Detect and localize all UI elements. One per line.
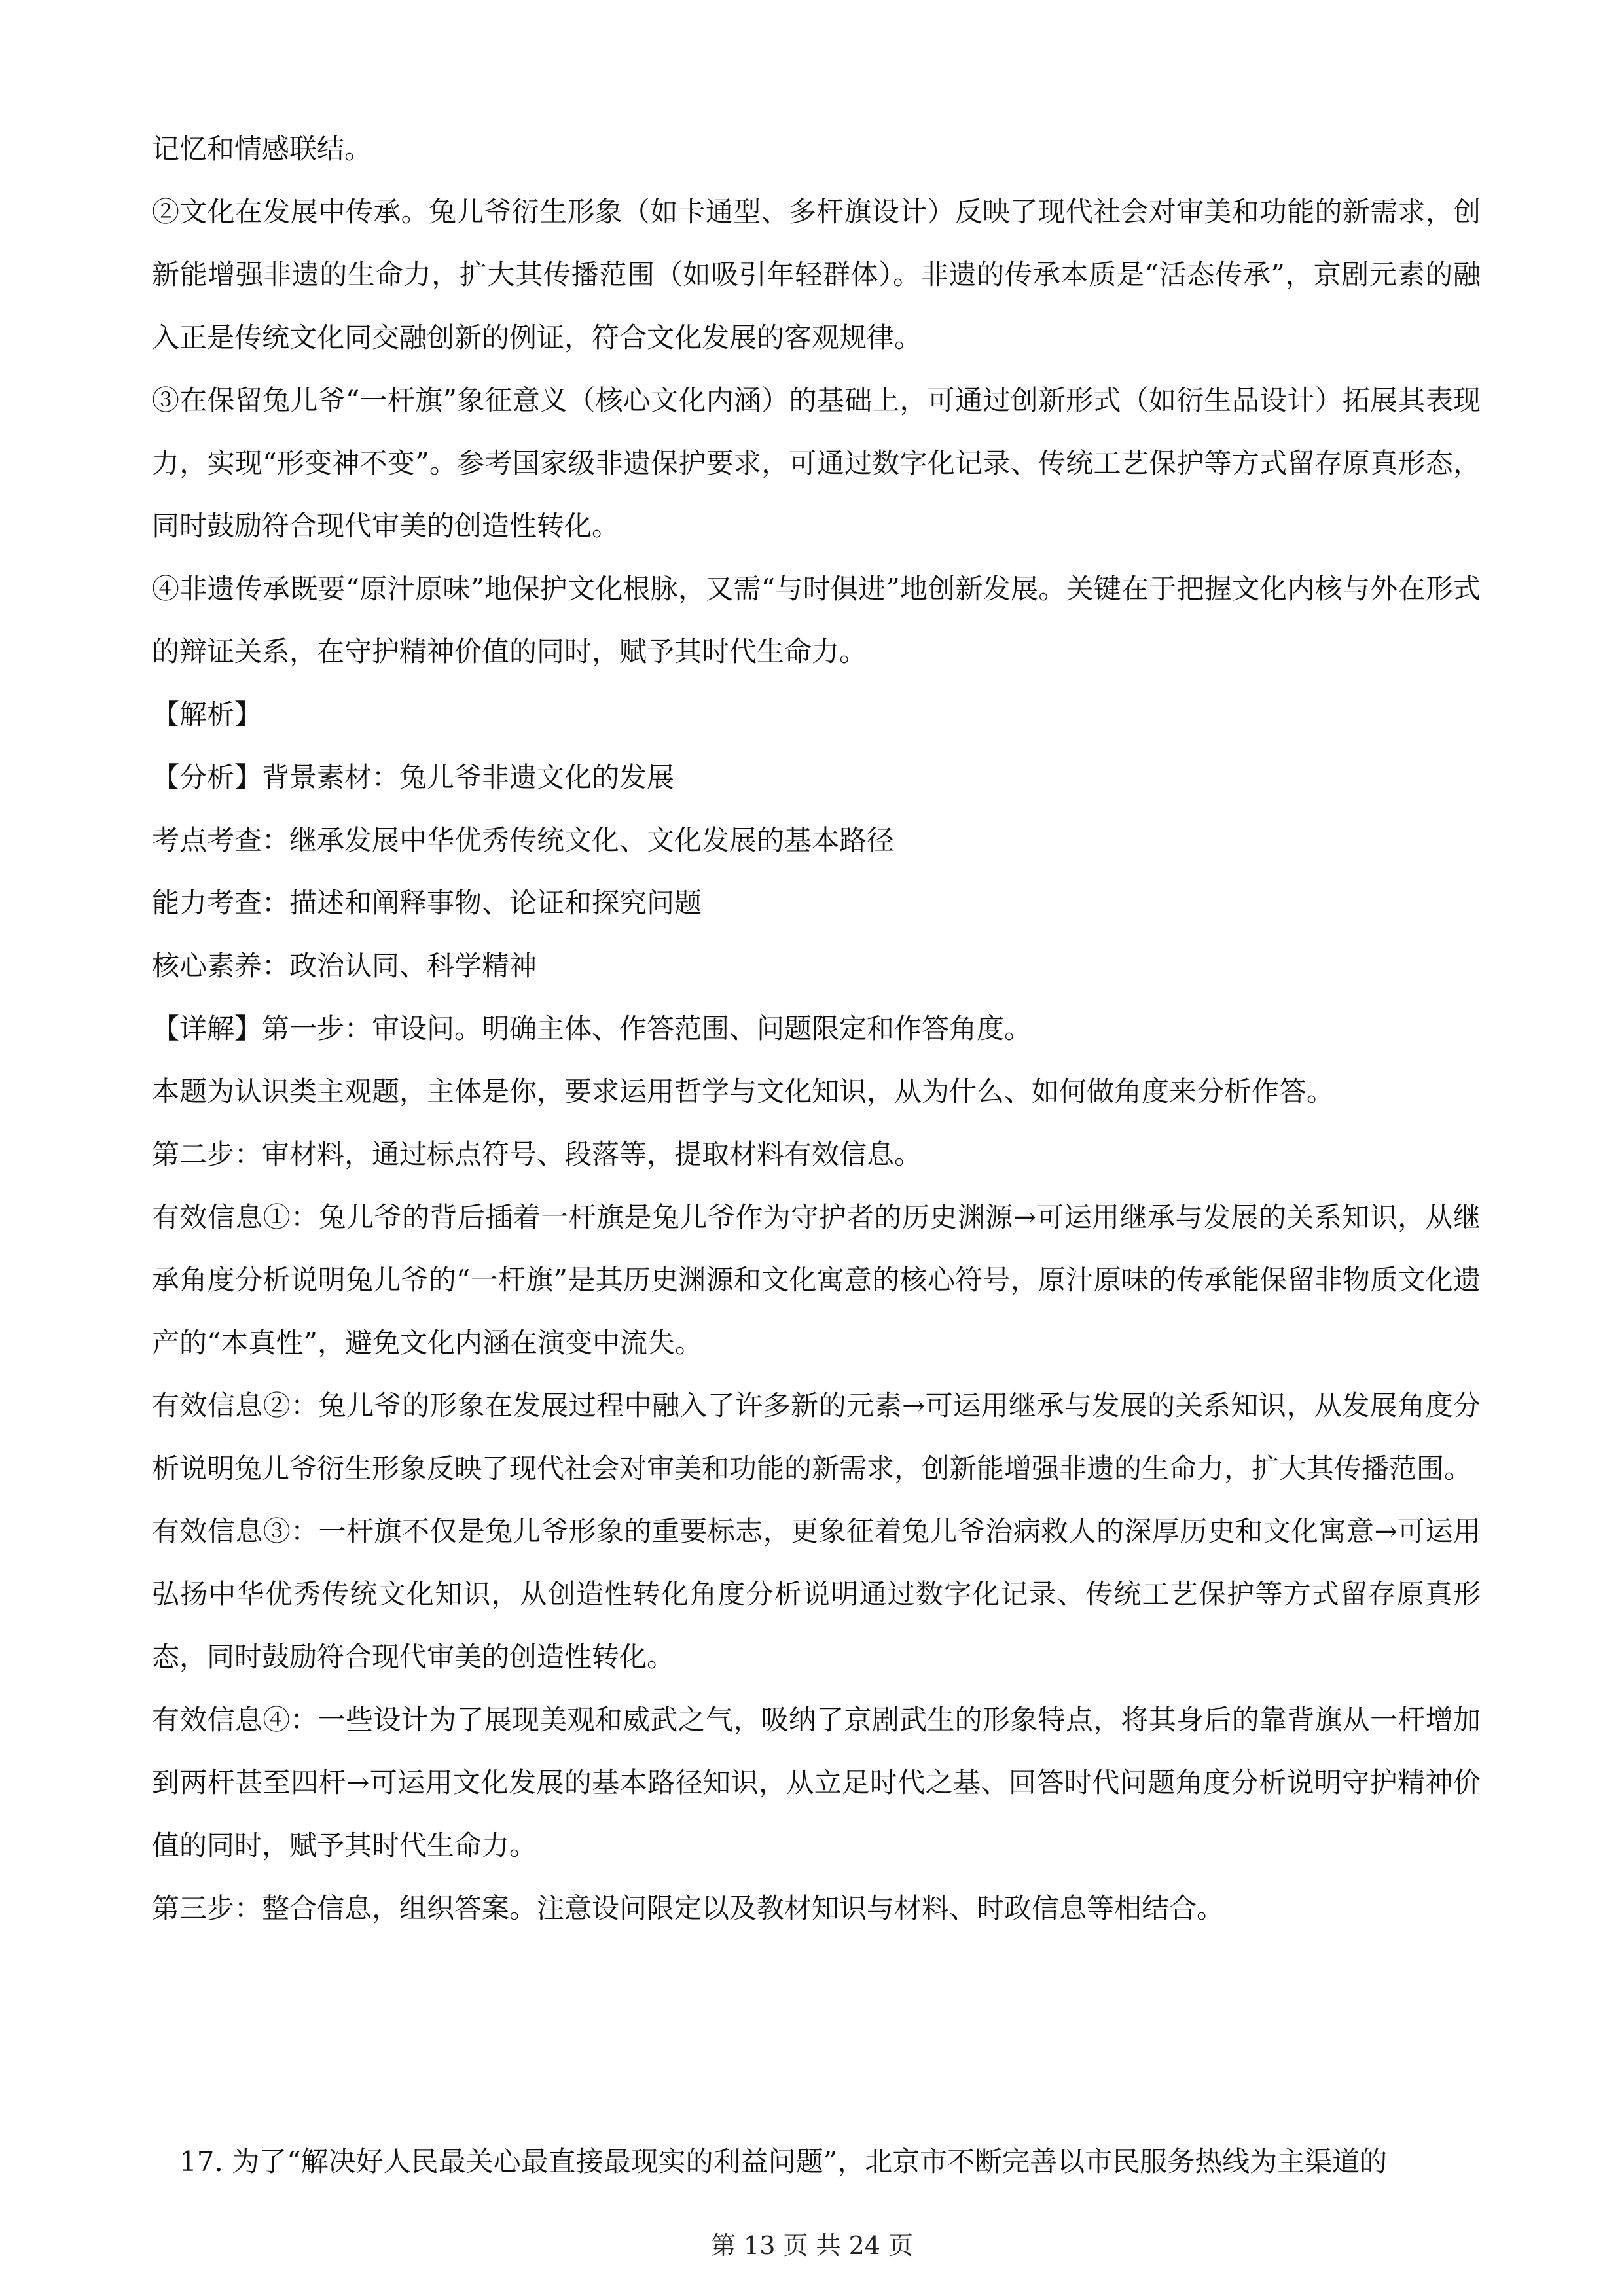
question-17 <box>152 2130 1481 2193</box>
paragraph-core-literacy: 核心素养：政治认同、科学精神 <box>152 950 537 982</box>
paragraph-point-3: ③在保留兔儿爷“一杆旗”象征意义（核心文化内涵）的基础上，可通过创新形式（如衍生品设计）拓展其表现力，实现“形变神不变”。参考国家级非遗保护要求，可通过数字化记录、传统工艺保护等方式留存原真形态，同时鼓励符合现代审美的创造性转化。 <box>152 384 1481 542</box>
paragraph-info-2: 有效信息②：兔儿爷的形象在发展过程中融入了许多新的元素→可运用继承与发展的关系知识，从发展角度分析说明兔儿爷衍生形象反映了现代社会对审美和功能的新需求，创新能增强非遗的生命力，扩大其传播范围。 <box>152 1390 1481 1484</box>
paragraph-memory-emotion: 记忆和情感联结。 <box>152 133 372 165</box>
section-heading-analysis: 【解析】 <box>152 698 262 730</box>
paragraph-info-1: 有效信息①：兔儿爷的背后插着一杆旗是兔儿爷作为守护者的历史渊源→可运用继承与发展的关系知识，从继承角度分析说明兔儿爷的“一杆旗”是其历史渊源和文化寓意的核心符号，原汁原味的传承能保留非物质文化遗产的“本真性”，避免文化内涵在演变中流失。 <box>152 1201 1481 1359</box>
paragraph-exam-points: 考点考查：继承发展中华优秀传统文化、文化发展的基本路径 <box>152 824 895 856</box>
paragraph-step-2: 第二步：审材料，通过标点符号、段落等，提取材料有效信息。 <box>152 1138 922 1170</box>
paragraph-info-3: 有效信息③：一杆旗不仅是兔儿爷形象的重要标志，更象征着兔儿爷治病救人的深厚历史和文化寓意→可运用弘扬中华优秀传统文化知识，从创造性转化角度分析说明通过数字化记录、传统工艺保护等方式留存原真形态，同时鼓励符合现代审美的创造性转化。 <box>152 1515 1481 1673</box>
paragraph-ability: 能力考查：描述和阐释事物、论证和探究问题 <box>152 887 702 919</box>
paragraph-point-2: ②文化在发展中传承。兔儿爷衍生形象（如卡通型、多杆旗设计）反映了现代社会对审美和功能的新需求，创新能增强非遗的生命力，扩大其传播范围（如吸引年轻群体）。非遗的传承本质是“活态传承”，京剧元素的融入正是传统文化同交融创新的例证，符合文化发展的客观规律。 <box>152 196 1481 353</box>
paragraph-step-1: 【详解】第一步：审设问。明确主体、作答范围、问题限定和作答角度。 <box>152 1013 1032 1045</box>
paragraph-point-4: ④非遗传承既要“原汁原味”地保护文化根脉，又需“与时俱进”地创新发展。关键在于把握文化内核与外在形式的辩证关系，在守护精神价值的同时，赋予其时代生命力。 <box>152 573 1481 668</box>
question-17-number: 17. <box>179 2145 223 2178</box>
page-footer: 第 13 页 共 24 页 <box>710 2231 914 2260</box>
answer-analysis-body <box>152 118 1481 1940</box>
paragraph-question-type: 本题为认识类主观题，主体是你，要求运用哲学与文化知识，从为什么、如何做角度来分析作答。 <box>152 1075 1335 1107</box>
paragraph-background: 【分析】背景素材：兔儿爷非遗文化的发展 <box>152 761 675 793</box>
question-17-text: 为了“解决好人民最关心最直接最现实的利益问题”，北京市不断完善以市民服务热线为主渠道的 <box>232 2145 1388 2178</box>
paragraph-step-3: 第三步：整合信息，组织答案。注意设问限定以及教材知识与材料、时政信息等相结合。 <box>152 1892 1225 1924</box>
paragraph-info-4: 有效信息④：一些设计为了展现美观和威武之气，吸纳了京剧武生的形象特点，将其身后的靠背旗从一杆增加到两杆甚至四杆→可运用文化发展的基本路径知识，从立足时代之基、回答时代问题角度分析说明守护精神价值的同时，赋予其时代生命力。 <box>152 1704 1481 1861</box>
